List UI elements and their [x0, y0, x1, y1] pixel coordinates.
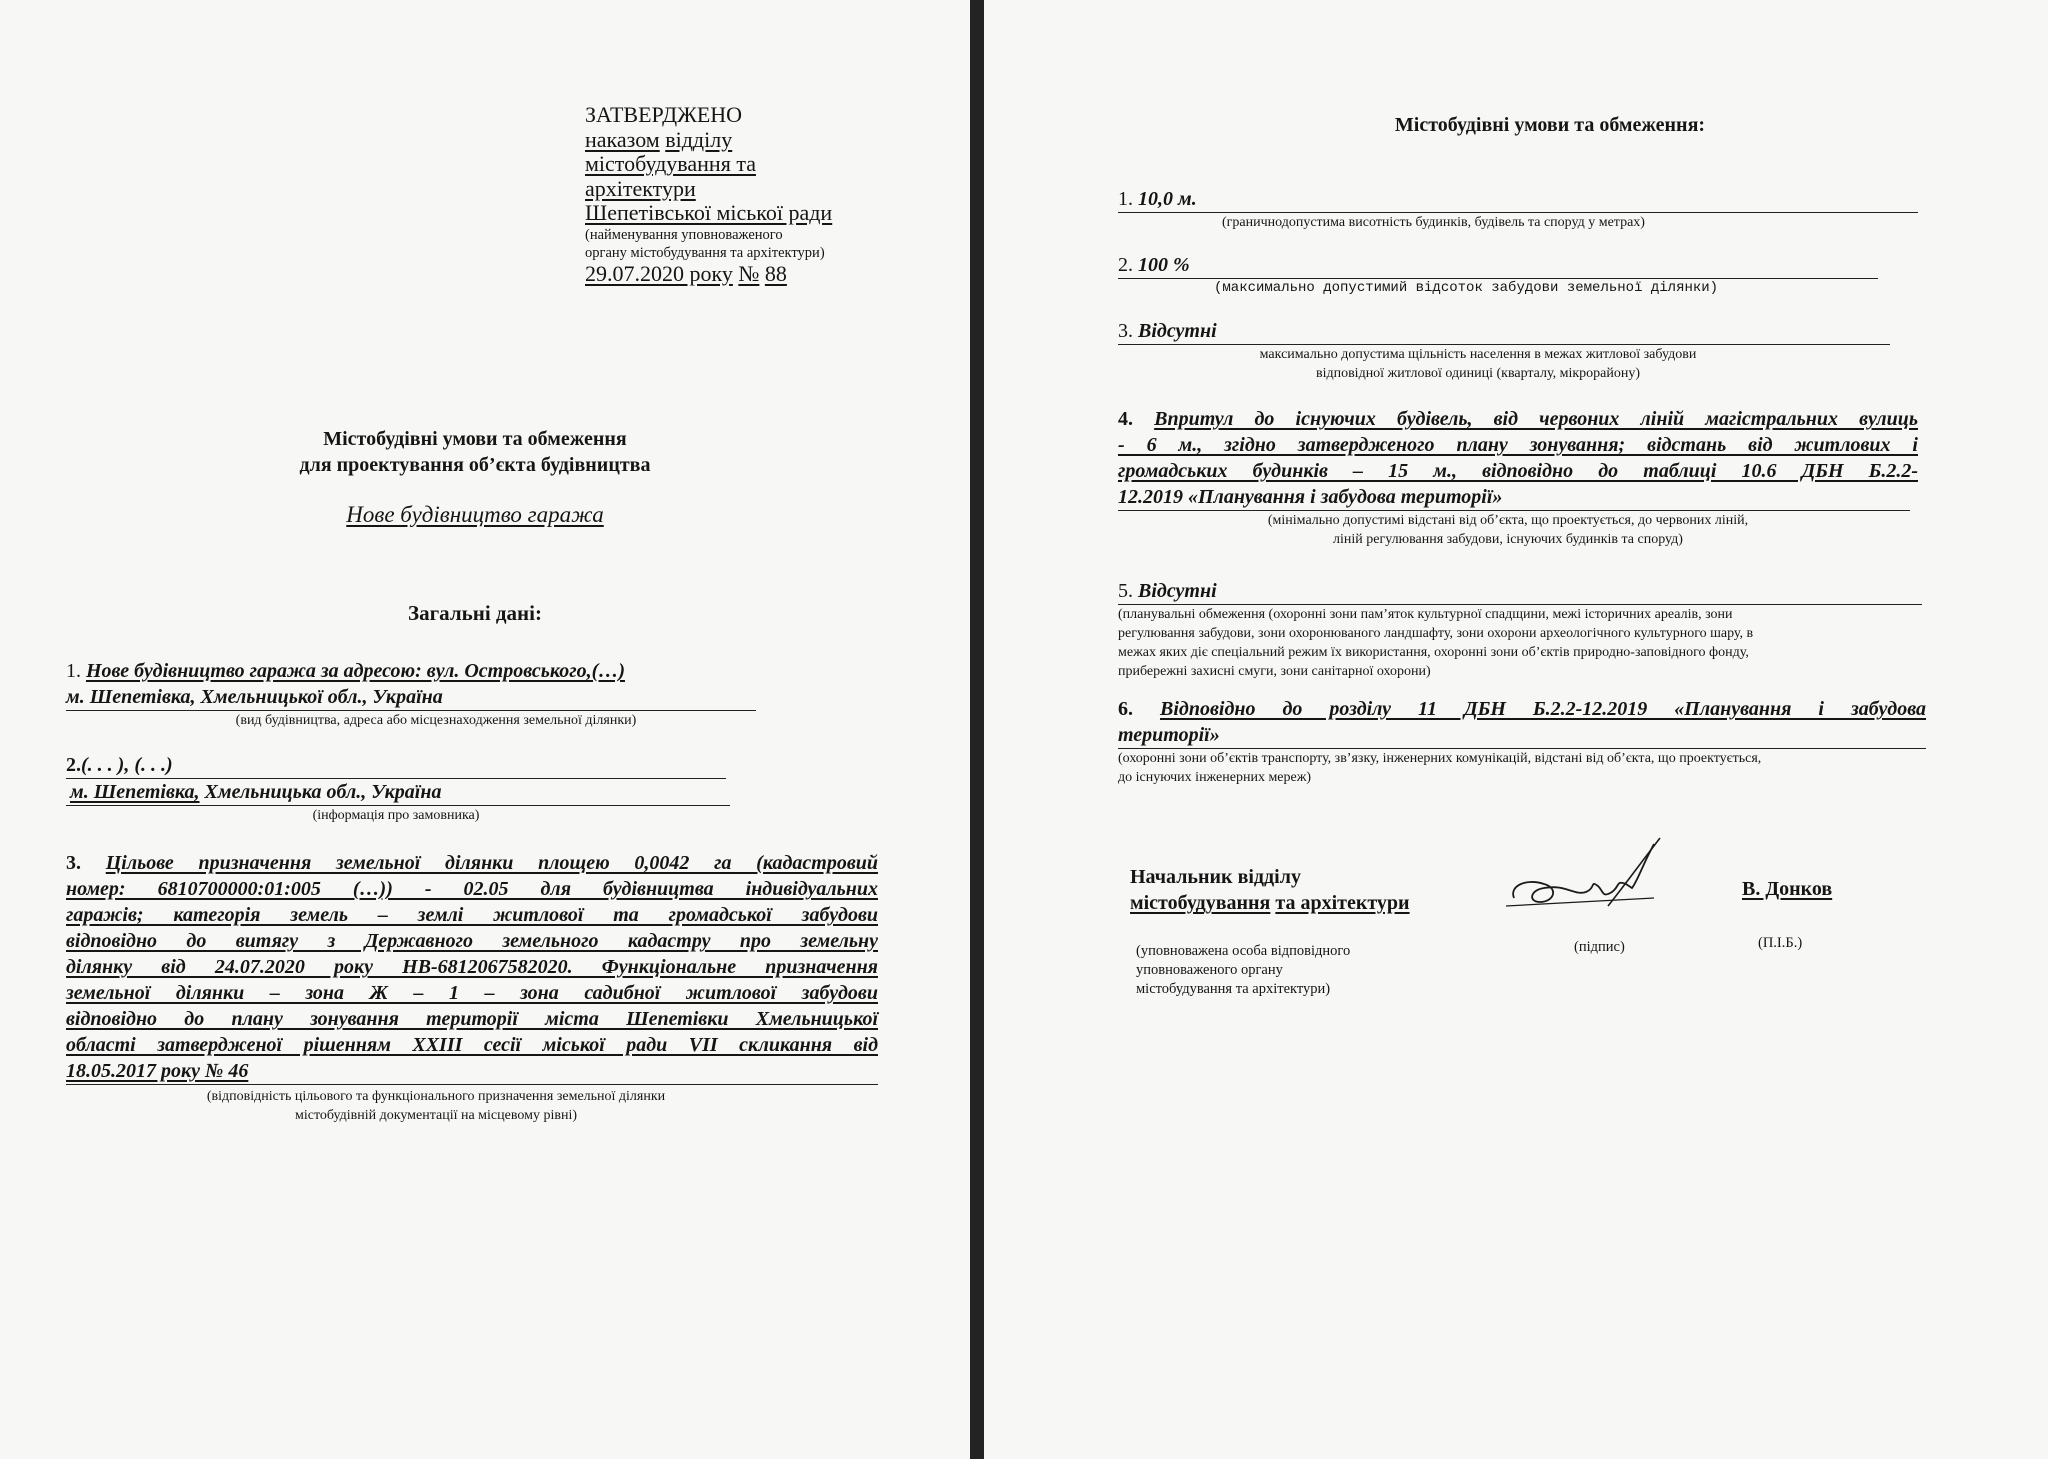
item-number: 3. [1118, 320, 1133, 342]
item-3-caption-1: максимально допустима щільність населення в межах житлової забудови [1259, 347, 1697, 362]
item-3-caption-1: (відповідність цільового та функціонального призначення земельної ділянки [206, 1089, 666, 1104]
item-4-caption-2: ліній регулювання забудови, існуючих будинків та споруд) [1333, 532, 1683, 547]
customer-region: Хмельницька обл., Україна [204, 781, 442, 803]
condition-item-6 [1118, 696, 1926, 787]
general-data-heading: Загальні дані: [408, 601, 542, 625]
item-number: 6. [1118, 698, 1133, 720]
item-number: 2. [66, 754, 81, 776]
approval-caption-2: органу містобудування та архітектури) [585, 244, 825, 261]
document-page-right [984, 0, 2048, 1459]
signatory-title-dept: містобудування [1130, 892, 1271, 914]
item-number: 2. [1118, 254, 1133, 276]
handwritten-signature [1504, 836, 1664, 926]
approval-dept-line2: містобудування та [585, 151, 756, 176]
condition-item-4 [1118, 406, 1918, 549]
land-purpose-line-5: ділянку від 24.07.2020 року НВ-6812067582020. Функціональне призначення [66, 956, 878, 978]
signatory-name: В. Донков [1742, 878, 1833, 900]
customer-city: м. Шепетівка, [70, 781, 200, 803]
land-purpose-line-3: гаражів; категорія земель – землі житлової та громадської забудови [66, 904, 878, 926]
distance-line-1: Впритул до існуючих будівель, від червоних ліній магістральних вулиць [1154, 408, 1919, 430]
general-item-2 [66, 752, 746, 825]
approval-dept-line3: архітектури [585, 175, 696, 201]
land-purpose-line-4: відповідно до витягу з Державного земельного кадастру про земельну [66, 930, 878, 952]
condition-item-5 [1118, 578, 1928, 681]
signatory-caption-2: уповноваженого органу [1136, 962, 1283, 978]
project-name: Нове будівництво гаража [346, 502, 604, 527]
document-title [200, 426, 750, 478]
general-item-3 [66, 850, 878, 1125]
condition-item-2 [1118, 252, 1934, 298]
signatory-title [1130, 864, 1410, 916]
condition-item-3 [1118, 318, 1934, 383]
approval-caption-1: (найменування уповноваженого [585, 226, 783, 243]
construction-address-line-2: м. Шепетівка, Хмельницької обл., Україна [66, 686, 443, 708]
item-number: 1. [66, 660, 81, 682]
construction-address-line-1: Нове будівництво гаража за адресою: вул. Островського,(…) [86, 660, 625, 682]
approval-council: Шепетівської міської ради [585, 200, 833, 225]
protection-zones-line-2: території» [1118, 724, 1220, 746]
signatory-caption-1: (уповноважена особа відповідного [1136, 943, 1351, 959]
item-3-caption-2: відповідної житлової одиниці (кварталу, мікрорайону) [1315, 366, 1641, 381]
max-coverage-value: 100 % [1138, 254, 1190, 276]
page-gutter [970, 0, 984, 1459]
document-title-line-1: Містобудівні умови та обмеження [323, 428, 627, 450]
item-number: 3. [66, 852, 81, 874]
customer-line-1: (. . . ), (. . .) [81, 754, 173, 776]
approval-number: 88 [764, 260, 787, 286]
item-5-caption-3: межах яких діє спеціальний режим їх використання, охоронні зони об’єктів природно-заповідного фонду, [1118, 645, 1749, 660]
item-5-caption-4: прибережні захисні смуги, зони санітарної охорони) [1118, 664, 1431, 679]
document-title-line-2: для проектування об’єкта будівництва [299, 454, 651, 476]
land-purpose-line-8: області затвердженої рішенням XXIII сесії міської ради VII скликання від [66, 1034, 878, 1056]
signatory-caption [1136, 942, 1350, 999]
land-purpose-line-1: Цільове призначення земельної ділянки площею 0,0042 га (кадастровий [105, 852, 879, 874]
signatory-caption-3: містобудування та архітектури) [1136, 981, 1331, 997]
item-2-caption: (максимально допустимий відсоток забудови земельної ділянки) [1214, 280, 1719, 296]
max-height-value: 10,0 м. [1138, 188, 1197, 210]
protection-zones-line-1: Відповідно до розділу 11 ДБН Б.2.2-12.2019 «Планування і забудова [1160, 698, 1927, 720]
item-1-caption: (вид будівництва, адреса або місцезнаходження земельної ділянки) [235, 713, 637, 728]
signatory-title-line-1: Начальник відділу [1130, 866, 1301, 888]
item-5-caption-2: регулювання забудови, зони охоронюваного ландшафту, зони охорони археологічного культурного шару, в [1118, 626, 1754, 641]
signature-caption: (підпис) [1574, 939, 1625, 955]
approval-order: наказом [585, 126, 660, 152]
approval-stamp [585, 103, 905, 286]
item-number: 1. [1118, 188, 1133, 210]
approval-number-sign: № [738, 260, 760, 286]
item-3-caption-2: містобудівній документації на місцевому рівні) [294, 1108, 577, 1123]
item-6-caption-1: (охоронні зони об’єктів транспорту, зв’язку, інженерних комунікацій, відстані від об’єкта, що проектується, [1118, 751, 1762, 766]
general-item-1 [66, 658, 778, 730]
item-1-caption: (граничнодопустима висотність будинків, будівель та споруд у метрах) [1222, 215, 1645, 230]
signatory-title-dept-2: та архітектури [1275, 892, 1410, 914]
item-5-caption-1: (планувальні обмеження (охоронні зони пам’яток культурної спадщини, межі історичних ареалів, зони [1118, 607, 1733, 622]
distance-line-3: громадських будинків – 15 м., відповідно до таблиці 10.6 ДБН Б.2.2- [1118, 460, 1918, 482]
planning-restrictions-value: Відсутні [1138, 580, 1217, 602]
distance-line-2: - 6 м., згідно затвердженого плану зонування; відстань від житлових і [1118, 434, 1918, 456]
land-purpose-line-9: 18.05.2017 року № 46 [66, 1060, 249, 1082]
document-page-left [0, 0, 970, 1459]
distance-line-4: 12.2019 «Планування і забудова території» [1118, 486, 1503, 508]
approval-title: ЗАТВЕРДЖЕНО [585, 102, 743, 127]
land-purpose-line-6: земельної ділянки – зона Ж – 1 – зона садибної житлової забудови [66, 982, 878, 1004]
item-number: 4. [1118, 408, 1133, 430]
name-caption: (П.І.Б.) [1758, 935, 1803, 951]
item-2-caption: (інформація про замовника) [312, 808, 480, 823]
item-6-caption-2: до існуючих інженерних мереж) [1118, 770, 1312, 785]
land-purpose-line-2: номер: 6810700000:01:005 (…)) - 02.05 для будівництва індивідуальних [66, 878, 878, 900]
land-purpose-line-7: відповідно до плану зонування території міста Шепетівки Хмельницької [66, 1008, 878, 1030]
conditions-heading: Містобудівні умови та обмеження: [1394, 114, 1706, 136]
item-number: 5. [1118, 580, 1133, 602]
condition-item-1 [1118, 186, 1934, 232]
item-4-caption-1: (мінімально допустимі відстані від об’єкта, що проектується, до червоних ліній, [1267, 513, 1749, 528]
population-density-value: Відсутні [1138, 320, 1217, 342]
approval-dept: відділу [665, 126, 733, 152]
approval-date: 29.07.2020 року [585, 260, 733, 286]
